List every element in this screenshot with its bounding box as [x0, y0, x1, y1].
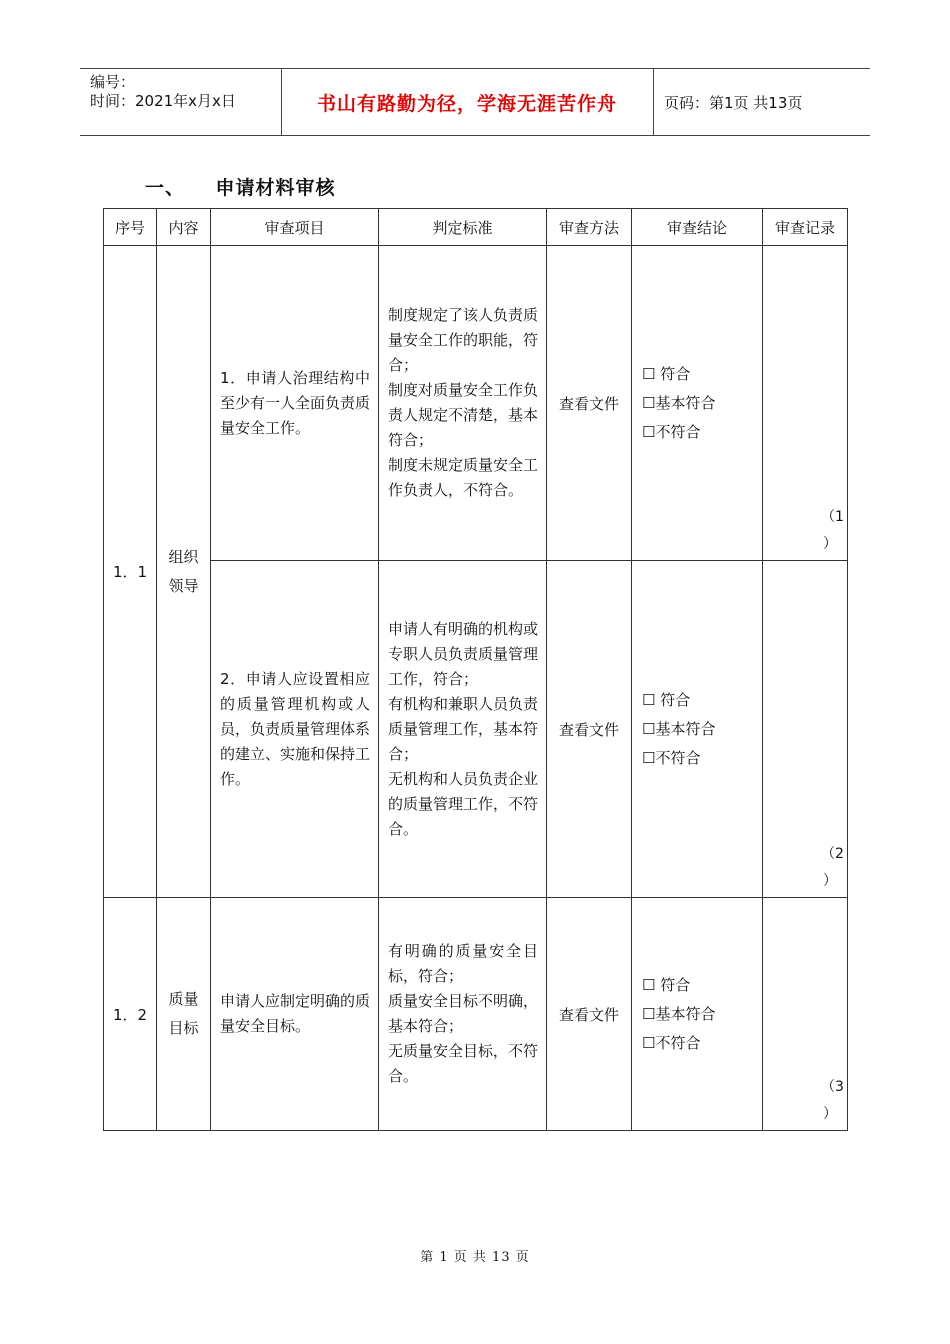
conclusion-option-basic-conform[interactable]: ☐基本符合: [642, 1004, 716, 1023]
record-mark: [821, 841, 844, 895]
conclusion-option-nonconform[interactable]: ☐不符合: [642, 1033, 701, 1052]
table-row: [104, 246, 848, 561]
record-cell: [763, 898, 848, 1131]
document-number-label: 编号：: [90, 73, 136, 91]
item-text: 1．申请人治理结构中至少有一人全面负责质量安全工作。: [220, 368, 371, 437]
document-time-label: 时间：2021年x月x日: [90, 92, 236, 110]
item-text: 申请人应制定明确的质量安全目标。: [220, 992, 371, 1035]
column-header-method: 审查方法: [547, 209, 632, 246]
column-header-item: 审查项目: [211, 209, 379, 246]
conclusion-option-nonconform[interactable]: ☐不符合: [642, 422, 701, 441]
method-cell: 查看文件: [547, 246, 632, 561]
record-mark-close: ）: [823, 536, 837, 552]
table-row: [104, 561, 848, 898]
standard-line: 无机构和人员负责企业的质量管理工作，不符合。: [388, 769, 539, 838]
seq-cell: 1．1: [104, 246, 157, 898]
record-mark-open: （3: [821, 1079, 844, 1095]
header-divider: [653, 69, 654, 135]
standard-line: 有机构和兼职人员负责质量管理工作，基本符合；: [388, 694, 539, 763]
header-page-number: 页码：第1页 共13页: [664, 93, 803, 112]
table-row: [104, 898, 848, 1131]
record-cell: [763, 561, 848, 898]
column-header-record: 审查记录: [763, 209, 848, 246]
content-line: 组织: [168, 547, 199, 566]
table-header-row: [104, 209, 848, 246]
seq-cell: 1．2: [104, 898, 157, 1131]
method-cell: 查看文件: [547, 898, 632, 1131]
record-mark: [821, 504, 844, 558]
conclusion-option-nonconform[interactable]: ☐不符合: [642, 748, 701, 767]
record-mark-close: ）: [823, 1106, 837, 1122]
record-mark: [821, 1074, 844, 1128]
content-line: 领导: [168, 576, 199, 595]
record-mark-close: ）: [823, 873, 837, 889]
conclusion-option-conform[interactable]: ☐ 符合: [642, 690, 691, 709]
header-motto: 书山有路勤为径，学海无涯苦作舟: [316, 92, 617, 115]
conclusion-option-conform[interactable]: ☐ 符合: [642, 975, 691, 994]
conclusion-option-conform[interactable]: ☐ 符合: [642, 364, 691, 383]
content-line: 质量: [168, 990, 199, 1008]
standard-line: 无质量安全目标，不符合。: [388, 1042, 539, 1085]
column-header-standard: 判定标准: [379, 209, 547, 246]
content-cell: [157, 246, 211, 898]
record-mark-open: （2: [821, 846, 844, 862]
standard-line: 制度规定了该人负责质量安全工作的职能，符合；: [388, 306, 539, 374]
standard-cell: [379, 561, 547, 898]
column-header-content: 内容: [157, 209, 211, 246]
content-cell: [157, 898, 211, 1131]
content-line: 目标: [168, 1019, 199, 1037]
standard-line: 申请人有明确的机构或专职人员负责质量管理工作，符合；: [388, 619, 539, 688]
standard-cell: [379, 898, 547, 1131]
conclusion-cell: [632, 561, 763, 898]
standard-line: 制度对质量安全工作负责人规定不清楚，基本符合；: [388, 381, 539, 449]
column-header-seq: 序号: [104, 209, 157, 246]
conclusion-option-basic-conform[interactable]: ☐基本符合: [642, 393, 716, 412]
conclusion-cell: [632, 898, 763, 1131]
standard-cell: [379, 246, 547, 561]
standard-line: 制度未规定质量安全工作负责人，不符合。: [388, 456, 539, 499]
item-cell: [211, 561, 379, 898]
standard-line: 质量安全目标不明确，基本符合；: [388, 992, 539, 1035]
section-title: 一、 申请材料审核: [145, 177, 336, 199]
item-cell: [211, 246, 379, 561]
audit-table: [103, 208, 848, 1131]
conclusion-option-basic-conform[interactable]: ☐基本符合: [642, 719, 716, 738]
record-mark-open: （1: [821, 509, 844, 525]
item-cell: [211, 898, 379, 1131]
conclusion-cell: [632, 246, 763, 561]
header-meta: [90, 73, 236, 111]
column-header-conclusion: 审查结论: [632, 209, 763, 246]
standard-line: 有明确的质量安全目标，符合；: [388, 942, 538, 985]
item-text: 2．申请人应设置相应的质量管理机构或人员，负责质量管理体系的建立、实施和保持工作。: [220, 669, 371, 788]
page-header: [80, 68, 870, 136]
page-footer: 第 1 页 共 13 页: [420, 1250, 530, 1265]
method-cell: 查看文件: [547, 561, 632, 898]
record-cell: [763, 246, 848, 561]
